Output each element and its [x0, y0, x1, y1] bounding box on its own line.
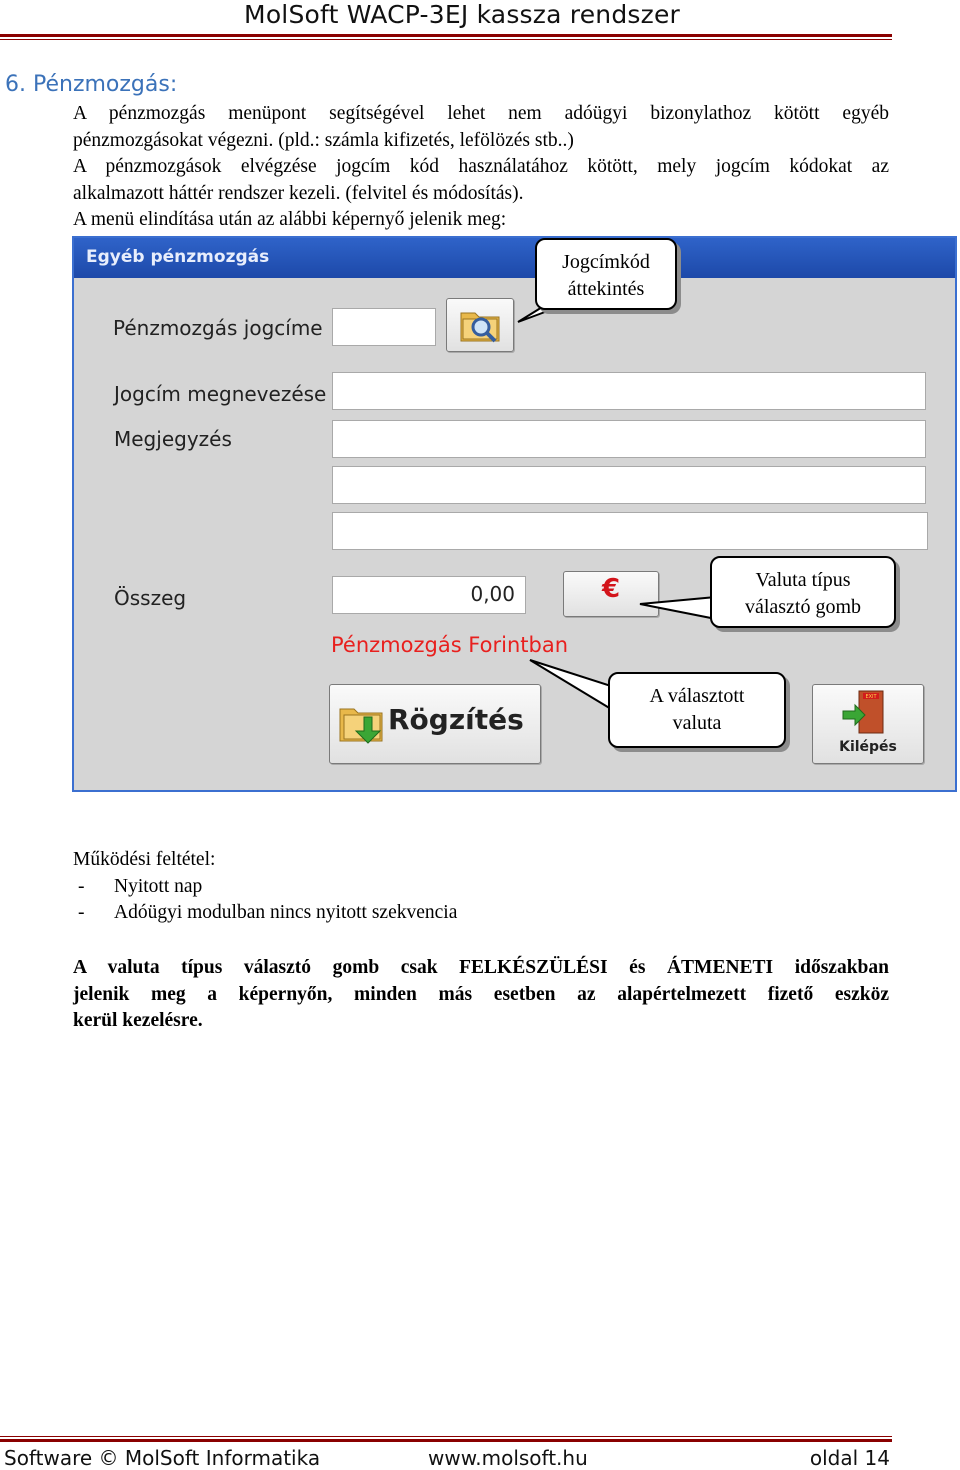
condition-text: Adóügyi modulban nincs nyitott szekvencia — [114, 902, 458, 923]
intro-line: pénzmozgásokat végezni. (pld.: számla kifizetés, lefölözés stb..) — [73, 129, 574, 151]
footer-website: www.molsoft.hu — [428, 1446, 588, 1470]
callout-line: A választott — [649, 685, 745, 707]
footer-page-number: oldal 14 — [809, 1446, 890, 1470]
page-footer — [0, 1436, 892, 1469]
label-jogcim: Pénzmozgás jogcíme — [113, 316, 323, 340]
callout-valasztott — [608, 672, 786, 748]
condition-item: - Adóügyi modulban nincs nyitott szekvencia — [78, 902, 458, 923]
callout-line: Jogcímkód — [562, 251, 650, 273]
save-button-label: Rögzítés — [388, 703, 524, 736]
note-line: jelenik meg a képernyőn, minden más esetben az alapértelmezett fizető eszköz — [73, 983, 889, 1005]
intro-line: A pénzmozgás menüpont segítségével lehet nem adóügyi bizonylathoz kötött egyéb — [73, 103, 889, 124]
intro-line: A menü elindítása után az alábbi képernyő jelenik meg: — [73, 209, 507, 230]
label-osszeg: Összeg — [114, 586, 187, 610]
note-line: A valuta típus választó gomb csak FELKÉSZÜLÉSI és ÁTMENETI időszakban — [73, 957, 889, 978]
exit-button-label: Kilépés — [839, 739, 897, 755]
callout-tail-valuta-tipus — [640, 597, 716, 619]
conditions-block — [73, 847, 889, 927]
condition-item: - Nyitott nap — [78, 875, 203, 897]
currency-note — [73, 955, 889, 1035]
conditions-title: Működési feltétel: — [73, 849, 216, 870]
footer-rule-thin — [0, 1436, 892, 1437]
label-megnevezes: Jogcím megnevezése — [114, 382, 327, 406]
callout-valuta-tipus — [710, 556, 896, 628]
section-heading: 6. Pénzmozgás: — [5, 72, 178, 97]
label-megjegyzes: Megjegyzés — [114, 427, 232, 451]
osszeg-input[interactable]: 0,00 — [332, 576, 526, 614]
condition-text: Nyitott nap — [114, 875, 203, 897]
callout-jogcimkod — [535, 238, 677, 310]
app-title: Egyéb pénzmozgás — [86, 247, 270, 267]
exit-sign-text: EXIT — [865, 694, 877, 700]
callout-line: áttekintés — [567, 278, 645, 300]
header-title: MolSoft WACP-3EJ kassza rendszer — [244, 0, 680, 29]
footer-rule — [0, 1439, 892, 1442]
note-line: kerül kezelésre. — [73, 1010, 203, 1031]
euro-icon: € — [601, 574, 621, 604]
footer-copyright: Software © MolSoft Informatika — [4, 1446, 321, 1470]
callout-line: választó gomb — [744, 596, 862, 618]
forint-status-label: Pénzmozgás Forintban — [331, 633, 569, 657]
callout-line: Valuta típus — [755, 569, 851, 591]
intro-line: alkalmazott háttér rendszer kezeli. (felvitel és módosítás). — [73, 182, 524, 204]
callout-line: valuta — [672, 712, 722, 734]
intro-line: A pénzmozgások elvégzése jogcím kód használatához kötött, mely jogcím kódokat az — [73, 156, 889, 177]
